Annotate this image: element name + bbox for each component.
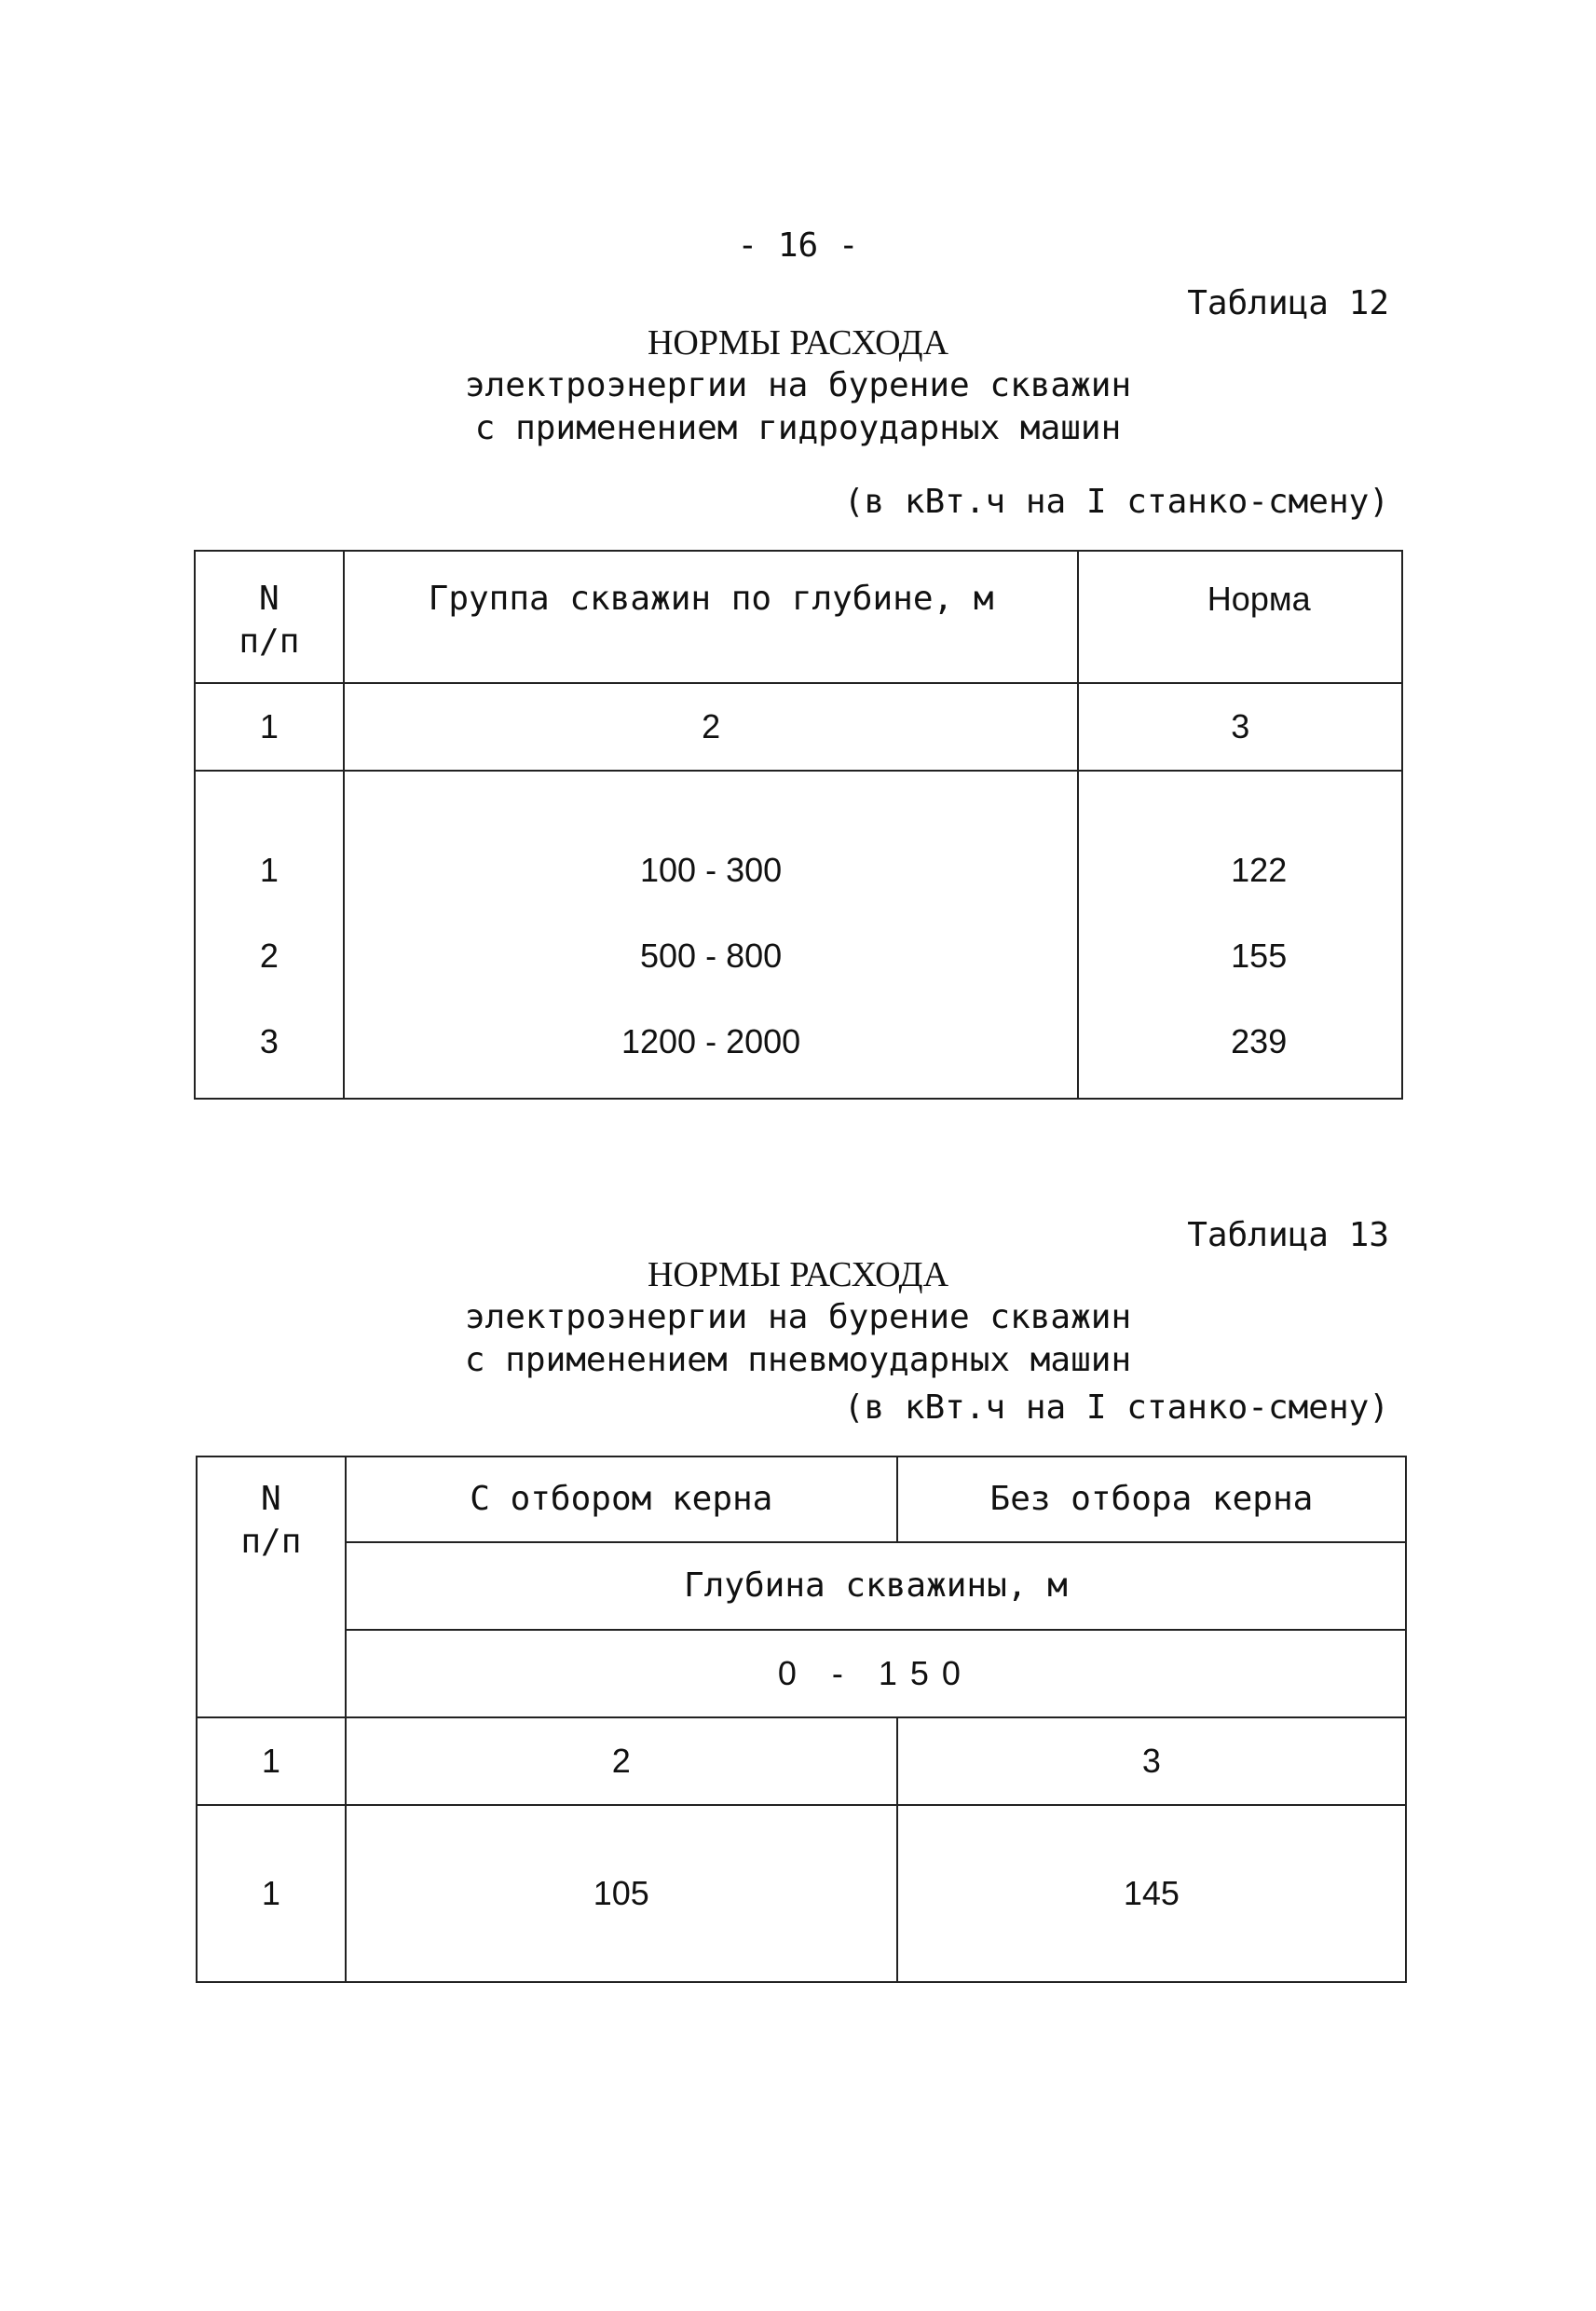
table13 [196,1456,1407,1983]
table12-header-group: Группа скважин по глубине, м [344,551,1079,683]
table13-header-with-core: С отбором керна [346,1456,897,1542]
table13-heading [0,1253,1596,1382]
table12-row2-norm: 155 [1231,937,1288,975]
table12-header-n-line1: N [259,580,280,618]
table13-title: НОРМЫ РАСХОДА [647,1255,949,1294]
table12 [194,550,1403,1100]
table13-subtitle-line-2: с применением пневмоударных машин [464,1341,1132,1379]
table13-header-row3 [197,1630,1406,1717]
table12-column-numbers [195,683,1402,771]
table12-row3-depth: 1200 - 2000 [621,1022,801,1060]
table13-header-depth-range: 0 - 150 [346,1630,1406,1717]
table12-header-norm-text: Норма [1207,580,1311,618]
table12-header-norm [1078,551,1402,683]
table13-row1-with-core: 105 [346,1805,897,1982]
table13-row-1 [197,1805,1406,1982]
table12-colnum-3: 3 [1078,683,1402,771]
table12-row2-n: 2 [259,937,279,975]
table12-body [195,771,1402,1099]
table12-title: НОРМЫ РАСХОДА [647,323,949,362]
table12-units: (в кВт.ч на I станко-смену) [843,483,1389,521]
table12-row1-depth: 100 - 300 [640,851,783,889]
table13-header-n-line1: N [261,1480,281,1518]
table12-colnum-1: 1 [195,683,344,771]
table13-header-depth-label: Глубина скважины, м [346,1542,1406,1630]
table13-header-n-line2: п/п [240,1523,302,1561]
table13-subtitle-line-1: электроэнергии на бурение скважин [464,1298,1132,1336]
table12-label: Таблица 12 [1187,284,1389,322]
table12-col-depth [344,771,1079,1099]
page-number: - 16 - [737,226,859,265]
table12-header-row [195,551,1402,683]
table12-row2-depth: 500 - 800 [640,937,783,975]
table12-col-n [195,771,344,1099]
table13-column-numbers [197,1717,1406,1805]
table13-colnum-1: 1 [197,1717,346,1805]
table12-col-norm [1078,771,1402,1099]
table12-heading [0,321,1596,450]
table13-colnum-3: 3 [897,1717,1406,1805]
table13-row1-n: 1 [197,1805,346,1982]
table12-header-n [195,551,344,683]
table13-header-without-core: Без отбора керна [897,1456,1406,1542]
table12-row3-n: 3 [259,1022,279,1060]
table13-label: Таблица 13 [1187,1216,1389,1254]
table12-row1-n: 1 [259,851,279,889]
table13-header-row2 [197,1542,1406,1630]
table13-units: (в кВт.ч на I станко-смену) [843,1388,1389,1427]
table13-header-row1 [197,1456,1406,1542]
table12-row1-norm: 122 [1231,851,1288,889]
table13-header-n [197,1456,346,1717]
table12-header-n-line2: п/п [239,622,300,661]
table12-colnum-2: 2 [344,683,1079,771]
table12-row3-norm: 239 [1231,1022,1288,1060]
table13-colnum-2: 2 [346,1717,897,1805]
table12-subtitle-line-2: с применением гидроударных машин [474,409,1122,447]
table12-subtitle-line-1: электроэнергии на бурение скважин [464,366,1132,404]
table13-row1-without-core: 145 [897,1805,1406,1982]
